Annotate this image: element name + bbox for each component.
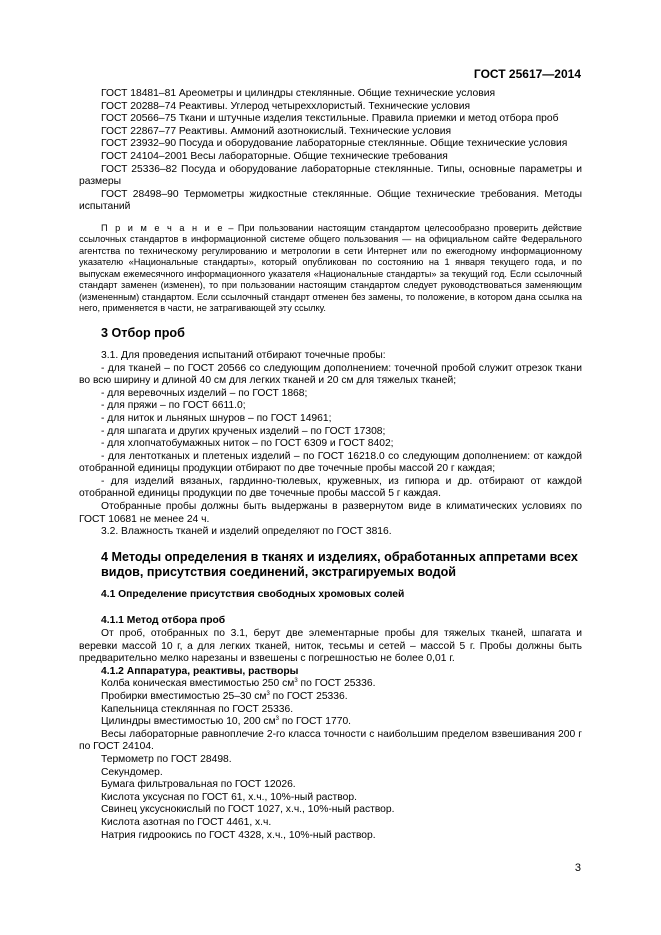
- reference-item: ГОСТ 22867–77 Реактивы. Аммоний азотнокислый. Технические условия: [101, 125, 452, 137]
- note-block: [79, 223, 582, 315]
- paragraph: 3.2. Влажность тканей и изделий определяют по ГОСТ 3816.: [101, 526, 392, 538]
- subsection-4-1-1-title: 4.1.1 Метод отбора проб: [101, 615, 226, 627]
- note-lead: П р и м е ч а н и е: [101, 222, 225, 233]
- apparatus-item: Пробирки вместимостью 25–30 $см^3$ по ГОСТ 25336.: [101, 691, 348, 702]
- paragraph: - для хлопчатобумажных ниток – по ГОСТ 6309 и ГОСТ 8402;: [101, 438, 394, 450]
- section-4-title: 4 Методы определения в тканях и изделиях, обработанных аппретами всех видов, присутствия соединений, экстрагируемых водой: [101, 549, 578, 580]
- paragraph: - для веревочных изделий – по ГОСТ 1868;: [101, 387, 308, 399]
- apparatus-item: Весы лабораторные равноплечие 2-го класса точности с наибольшим пределом взвешивания 200 г по ГОСТ 24104.: [79, 728, 582, 753]
- apparatus-item: Цилиндры вместимостью 10, 200 $см^3$ по ГОСТ 1770.: [101, 716, 352, 728]
- apparatus-item: Свинец уксуснокислый по ГОСТ 1027, х.ч., 10%-ный раствор.: [101, 804, 395, 816]
- document-body: [79, 88, 582, 842]
- paragraph: Отобранные пробы должны быть выдержаны в развернутом виде в климатических условиях по ГОСТ 10681 не менее 24 ч.: [79, 501, 582, 525]
- paragraph: - для тканей – по ГОСТ 20566 со следующим дополнением: точечной пробой служит отрезок ткани во всю ширину и длиной 40 см для легких тканей и 20 см для тяжелых тканей;: [79, 362, 582, 387]
- reference-item: ГОСТ 20288–74 Реактивы. Углерод четыреххлористый. Технические условия: [101, 100, 471, 112]
- document-header: ГОСТ 25617—2014: [473, 67, 581, 81]
- reference-item: ГОСТ 28498–90 Термометры жидкостные стеклянные. Общие технические требования. Методы испытаний: [79, 188, 582, 213]
- subsection-4-1-2-title: 4.1.2 Аппаратура, реактивы, растворы: [101, 665, 299, 677]
- section-3-body: [79, 350, 582, 539]
- apparatus-item: Натрия гидроокись по ГОСТ 4328, х.ч., 10%-ный раствор.: [101, 829, 376, 841]
- paragraph: - для лентотканых и плетеных изделий – по ГОСТ 16218.0 со следующим дополнением: от каждой отобранной единицы продукции отбирают по две точечные пробы массой 20 г каждая;: [79, 450, 582, 475]
- normative-references-list: [79, 88, 582, 214]
- paragraph: - для пряжи – по ГОСТ 6611.0;: [101, 400, 246, 412]
- apparatus-item: Колба коническая вместимостью 250 $см^3$ по ГОСТ 25336.: [101, 678, 376, 690]
- note-text: – При пользовании настоящим стандартом целесообразно проверить действие ссылочных стандартов в информационной системе общего пользования — на официальном сайте Федерального агентства по техническому регулированию и метрологии в сети Интернет или по ежегодному информационному указателю «Национальные стандарты», который опубликован по состоянию на 1 января текущего года, и по выпускам ежемесячного информационного указателя «Национальные стандарты» за текущий год. Если ссылочный стандарт заменен (изменен), то при пользовании настоящим стандартом следует руководствоваться заменяющим (измененным) стандартом. Если ссылочный стандарт отменен без замены, то положение, в котором дана ссылка на него, применяется в части, не затрагивающей эту ссылку.: [79, 222, 582, 314]
- apparatus-item: Термометр по ГОСТ 28498.: [101, 753, 232, 765]
- apparatus-item: Капельница стеклянная по ГОСТ 25336.: [101, 703, 294, 715]
- apparatus-item: Кислота азотная по ГОСТ 4461, х.ч.: [101, 816, 272, 828]
- subsection-4-1-title: 4.1 Определение присутствия свободных хромовых солей: [101, 588, 405, 600]
- reference-item: ГОСТ 23932–90 Посуда и оборудование лабораторные стеклянные. Общие технические условия: [101, 138, 568, 150]
- reference-item: ГОСТ 20566–75 Ткани и штучные изделия текстильные. Правила приемки и метод отбора проб: [101, 113, 559, 125]
- paragraph: 3.1. Для проведения испытаний отбирают точечные пробы:: [101, 349, 386, 361]
- reference-item: ГОСТ 24104–2001 Весы лабораторные. Общие технические требования: [101, 150, 448, 162]
- apparatus-item: Кислота уксусная по ГОСТ 61, х.ч., 10%-ный раствор.: [101, 791, 357, 803]
- section-3-title: 3 Отбор проб: [101, 325, 185, 340]
- reference-item: ГОСТ 18481–81 Ареометры и цилиндры стеклянные. Общие технические условия: [101, 88, 496, 99]
- apparatus-item: Секундомер.: [101, 766, 163, 778]
- apparatus-list: [79, 678, 582, 842]
- paragraph: - для шпагата и других крученых изделий – по ГОСТ 17308;: [101, 425, 386, 437]
- apparatus-item: Бумага фильтровальная по ГОСТ 12026.: [101, 779, 296, 791]
- page-number: 3: [574, 862, 581, 874]
- reference-item: ГОСТ 25336–82 Посуда и оборудование лабораторные стеклянные. Типы, основные параметры и размеры: [79, 163, 582, 188]
- paragraph: От проб, отобранных по 3.1, берут две элементарные пробы для тяжелых тканей, шпагата и веревки массой 10 г, а для легких тканей, ниток, тесьмы и сетей – массой 5 г. Пробы должны быть предварительно мелко нарезаны и взвешены с погрешностью не более 0,01 г.: [79, 628, 582, 665]
- paragraph: - для изделий вязаных, гардинно-тюлевых, кружевных, из гипюра и др. отбирают от каждой отобранной единицы продукции по две точечные пробы массой 5 г каждая.: [79, 475, 582, 500]
- paragraph: - для ниток и льняных шнуров – по ГОСТ 14961;: [101, 412, 332, 424]
- note-paragraph: [79, 223, 582, 315]
